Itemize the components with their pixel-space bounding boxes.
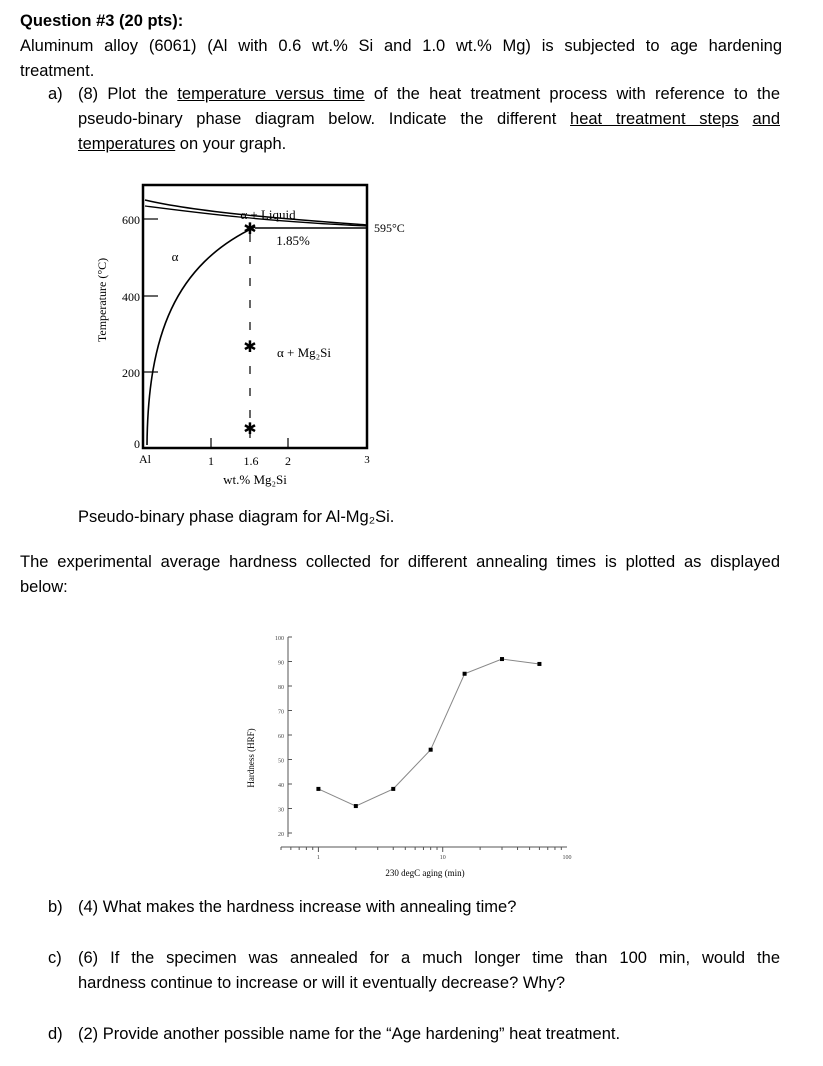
part-a-line1-post: of the heat treatment process with reference to the <box>364 85 780 103</box>
question-title: Question #3 (20 pts): <box>20 12 184 30</box>
hardness-ytick-label: 50 <box>278 758 284 765</box>
xtick-label-3: 3 <box>364 454 370 466</box>
part-a-underline-steps: heat treatment steps <box>570 110 739 128</box>
part-a-underline-temp-time: temperature versus time <box>177 85 365 103</box>
hardness-data-point <box>463 672 467 676</box>
hardness-data-point <box>354 804 358 808</box>
part-a-label: a) <box>48 85 63 103</box>
solubility-label: 1.85% <box>276 233 310 248</box>
hardness-ytick-label: 60 <box>278 734 284 740</box>
part-c-label: c) <box>48 949 62 967</box>
marker-star-mid: ✱ <box>243 339 257 356</box>
phase-xlabel: wt.% Mg₂Si <box>223 472 287 487</box>
ytick-label-200: 200 <box>122 366 140 380</box>
part-c-line1: (6) If the specimen was annealed for a much longer time than 100 min, would the <box>78 949 780 967</box>
phase-ylabel: Temperature (°C) <box>95 257 109 343</box>
hardness-data-point <box>429 748 433 752</box>
experiment-line2: below: <box>20 578 68 596</box>
hardness-data-point <box>316 787 320 791</box>
question-intro-line2: treatment. <box>20 62 95 80</box>
ytick-label-400: 400 <box>122 290 140 304</box>
region-liquid-label: α + Liquid <box>240 207 296 222</box>
region-mg2si-label: α + Mg₂Si <box>276 345 332 360</box>
hardness-xlabel: 230 degC aging (min) <box>385 868 465 878</box>
hardness-xtick-label: 100 <box>562 855 572 861</box>
hardness-ytick-label: 80 <box>278 685 284 691</box>
eutectic-temp-label: 595°C <box>374 221 405 235</box>
hardness-ytick-label: 70 <box>278 709 284 716</box>
hardness-ylabel: Hardness (HRF) <box>246 728 256 788</box>
part-b-label: b) <box>48 898 63 916</box>
xtick-label-1: 1 <box>208 454 214 468</box>
part-c-line2: hardness continue to increase or will it eventually decrease? Why? <box>78 974 566 992</box>
marker-star-bottom: ✱ <box>243 421 257 438</box>
part-a-underline-and: and <box>752 110 780 128</box>
question-intro-line1: Aluminum alloy (6061) (Al with 0.6 wt.% Si and 1.0 wt.% Mg) is subjected to age hardening <box>20 37 782 55</box>
part-b-text: (4) What makes the hardness increase with annealing time? <box>78 898 517 916</box>
part-a-line3-post: on your graph. <box>175 135 287 153</box>
hardness-ytick-label: 100 <box>275 636 284 642</box>
ytick-label-0: 0 <box>134 437 140 451</box>
part-a-underline-temps: temperatures <box>78 135 176 153</box>
region-alpha-label: α <box>171 249 179 264</box>
hardness-data-point <box>537 662 541 666</box>
part-a-line2-pre: pseudo-binary phase diagram below. Indicate the different <box>78 110 571 128</box>
xaxis-origin-label: Al <box>139 452 151 466</box>
marker-star-top: ✱ <box>243 221 257 238</box>
hardness-ytick-label: 20 <box>278 832 284 838</box>
xtick-label-2: 2 <box>285 454 291 468</box>
part-a-line1-pre: (8) Plot the <box>78 85 178 103</box>
part-d-text: (2) Provide another possible name for the “Age hardening” heat treatment. <box>78 1025 621 1043</box>
hardness-ytick-label: 90 <box>278 660 284 667</box>
ytick-label-600: 600 <box>122 213 140 227</box>
phase-diagram-caption: Pseudo-binary phase diagram for Al-Mg₂Si. <box>78 508 395 526</box>
hardness-ytick-label: 40 <box>278 783 284 789</box>
part-d-label: d) <box>48 1025 63 1043</box>
hardness-xtick-label: 10 <box>439 855 446 861</box>
experiment-line1: The experimental average hardness collected for different annealing times is plotted as displayed <box>20 553 780 571</box>
hardness-data-point <box>500 657 504 661</box>
xtick-label-1-6: 1.6 <box>243 454 259 468</box>
hardness-xtick-label: 1 <box>316 855 320 861</box>
hardness-series-line <box>318 659 539 806</box>
hardness-data-point <box>391 787 395 791</box>
hardness-ytick-label: 30 <box>278 807 284 814</box>
